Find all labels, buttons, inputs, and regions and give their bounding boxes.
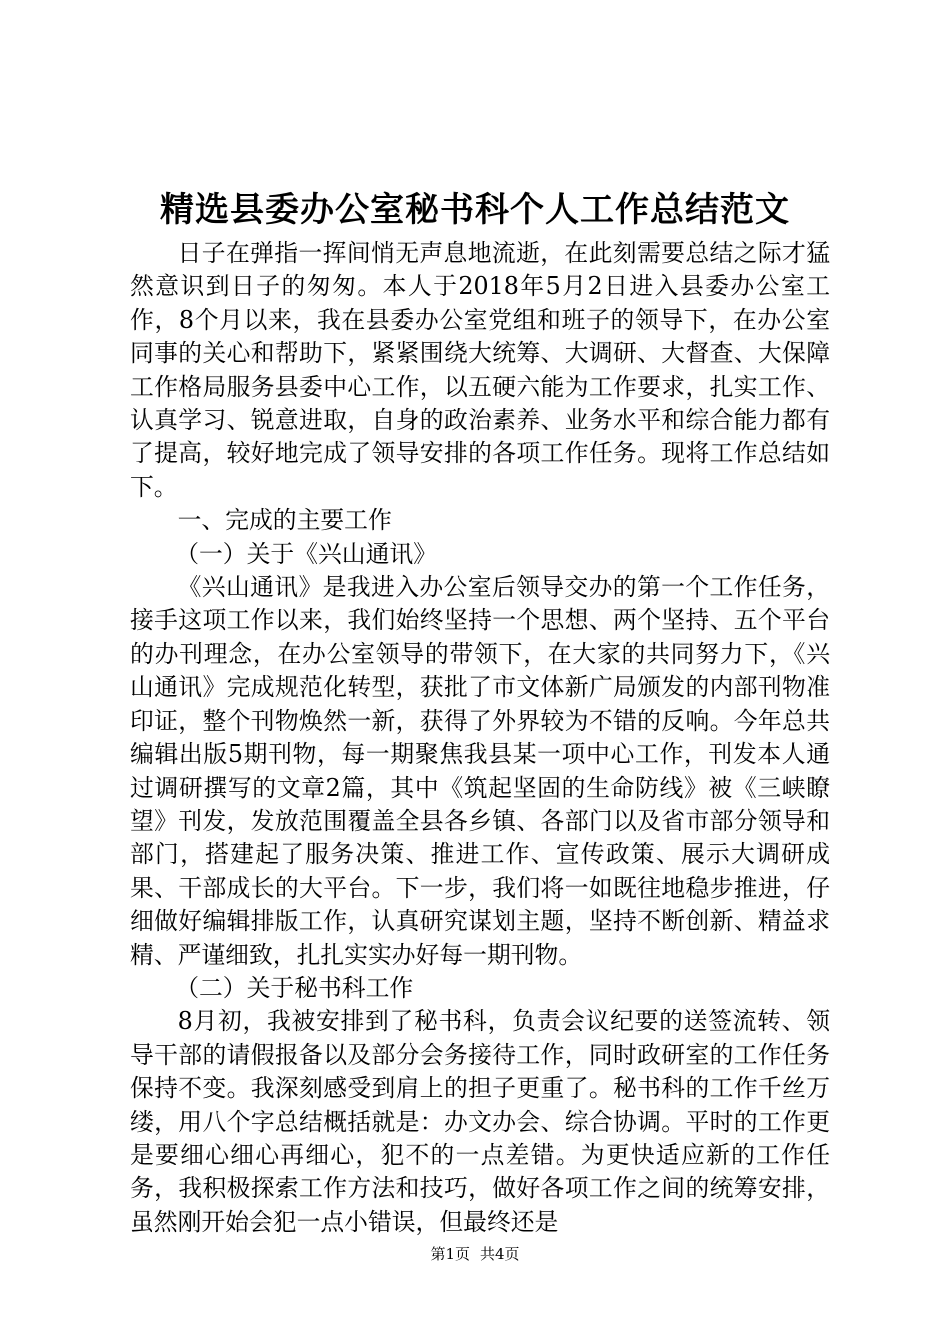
newsletter-paragraph: 《兴山通讯》是我进入办公室后领导交办的第一个工作任务，接手这项工作以来，我们始终坚持一个思想、两个坚持、五个平台的办刊理念，在办公室领导的带领下，在大家的共同努力下，《兴山通讯》完成规范化转型，获批了市文体新广局颁发的内部刊物准印证，整个刊物焕然一新，获得了外界较为不错的反响。今年总共编辑出版5期刊物，每一期聚焦我县某一项中心工作，刊发本人通过调研撰写的文章2篇，其中《筑起坚固的生命防线》被《三峡瞭望》刊发，发放范围覆盖全县各乡镇、各部门以及省市部分领导和部门，搭建起了服务决策、推进工作、宣传政策、展示大调研成果、干部成长的大平台。下一步，我们将一如既往地稳步推进，仔细做好编辑排版工作，认真研究谋划主题，坚持不断创新、精益求精、严谨细致，扎扎实实办好每一期刊物。 [130, 573, 830, 969]
page-total: 共4页 [480, 1245, 520, 1263]
subsection-heading-secretariat: （二）关于秘书科工作 [175, 973, 414, 1002]
page-number: 第1页 [430, 1245, 470, 1263]
page-footer [0, 1244, 950, 1264]
secretariat-paragraph: 8月初，我被安排到了秘书科，负责会议纪要的送签流转、领导干部的请假报备以及部分会务接待工作，同时政研室的工作任务保持不变。我深刻感受到肩上的担子更重了。秘书科的工作千丝万缕，用八个字总结概括就是：办文办会、综合协调。平时的工作更是要细心细心再细心，犯不的一点差错。为更快适应新的工作任务，我积极探索工作方法和技巧，做好各项工作之间的统筹安排，虽然刚开始会犯一点小错误，但最终还是 [130, 1007, 830, 1236]
subsection-heading-newsletter: （一）关于《兴山通讯》 [175, 539, 437, 568]
document-body [130, 237, 830, 1239]
section-heading: 一、完成的主要工作 [177, 506, 392, 535]
document-title: 精选县委办公室秘书科个人工作总结范文 [160, 190, 790, 230]
intro-paragraph: 日子在弹指一挥间悄无声息地流逝，在此刻需要总结之际才猛然意识到日子的匆匆。本人于2018年5月2日进入县委办公室工作，8个月以来，我在县委办公室党组和班子的领导下，在办公室同事的关心和帮助下，紧紧围绕大统筹、大调研、大督查、大保障工作格局服务县委中心工作，以五硬六能为工作要求，扎实工作、认真学习、锐意进取，自身的政治素养、业务水平和综合能力都有了提高，较好地完成了领导安排的各项工作任务。现将工作总结如下。 [130, 239, 830, 501]
